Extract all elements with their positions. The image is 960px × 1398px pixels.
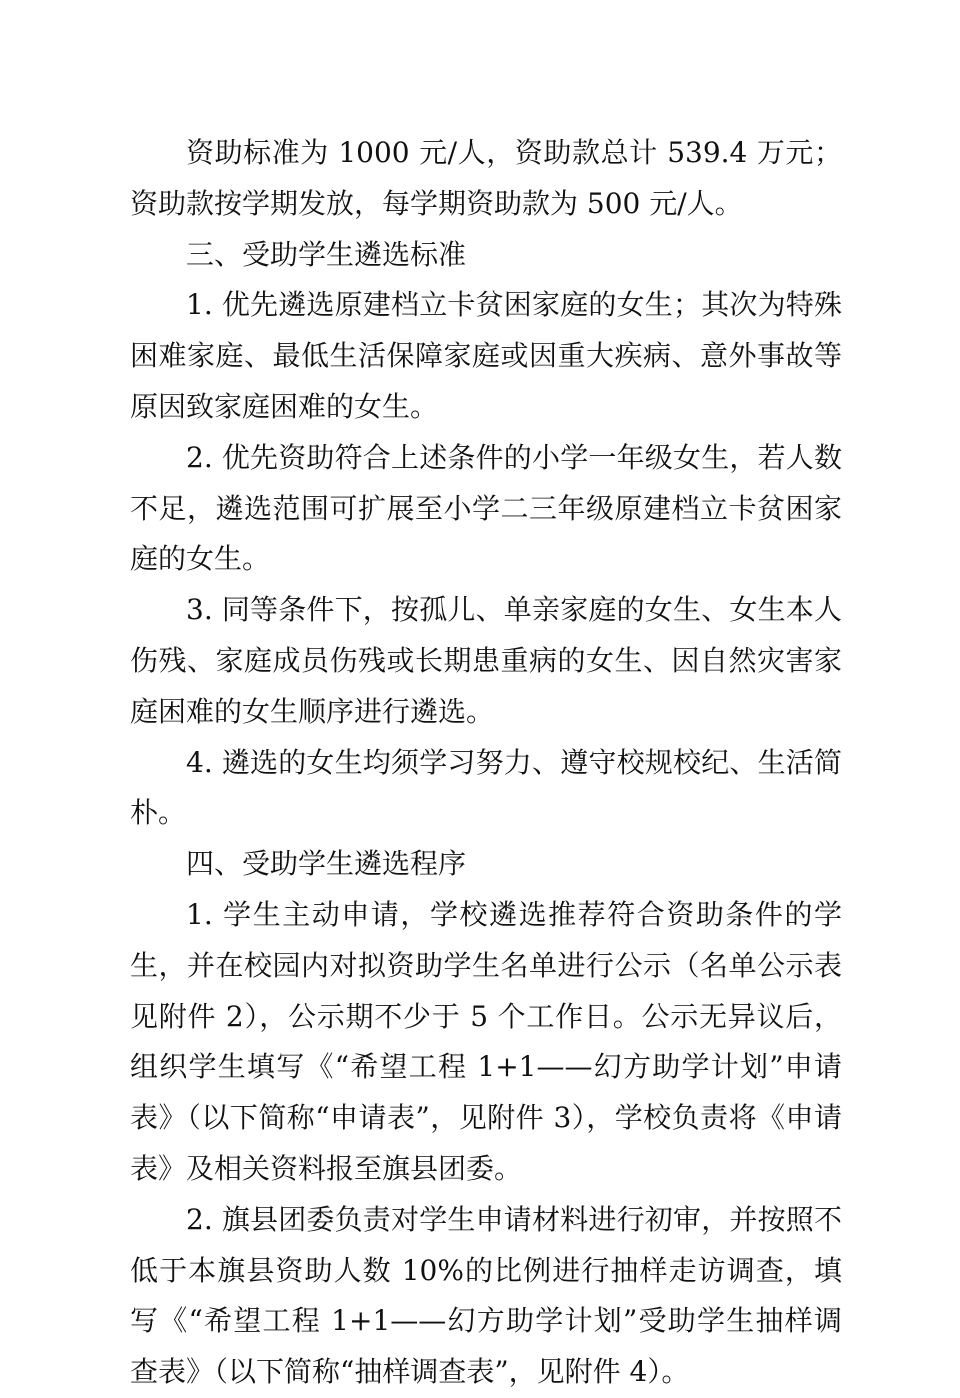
section-heading-selection-procedure: 四、受助学生遴选程序: [186, 847, 467, 881]
paragraph-funding-standard: 资助标准为 1000 元/人，资助款总计 539.4 万元；资助款按学期发放，每学期资助款为 500 元/人。: [130, 136, 842, 220]
section-heading-selection-criteria: 三、受助学生遴选标准: [186, 237, 467, 271]
paragraph-procedure-1: 1. 学生主动申请，学校遴选推荐符合资助条件的学生，并在校园内对拟资助学生名单进行公示（名单公示表见附件 2），公示期不少于 5 个工作日。公示无异议后，组织学生填写《“希望工程 1+1——幻方助学计划”申请表》（以下简称“申请表”，见附件 3），学校负责将《申请表》及相关资料报至旗县团委。: [130, 897, 842, 1185]
paragraph-criteria-3: 3. 同等条件下，按孤儿、单亲家庭的女生、女生本人伤残、家庭成员伤残或长期患重病的女生、因自然灾害家庭困难的女生顺序进行遴选。: [130, 593, 842, 728]
document-body: [130, 128, 842, 1398]
paragraph-criteria-2: 2. 优先资助符合上述条件的小学一年级女生，若人数不足，遴选范围可扩展至小学二三年级原建档立卡贫困家庭的女生。: [130, 440, 842, 576]
paragraph-procedure-2: 2. 旗县团委负责对学生申请材料进行初审，并按照不低于本旗县资助人数 10%的比例进行抽样走访调查，填写《“希望工程 1+1——幻方助学计划”受助学生抽样调查表》（以下简称“抽样调查表”，见附件 4）。: [130, 1202, 842, 1389]
paragraph-criteria-1: 1. 优先遴选原建档立卡贫困家庭的女生；其次为特殊困难家庭、最低生活保障家庭或因重大疾病、意外事故等原因致家庭困难的女生。: [130, 288, 842, 423]
paragraph-criteria-4: 4. 遴选的女生均须学习努力、遵守校规校纪、生活简朴。: [130, 745, 842, 830]
